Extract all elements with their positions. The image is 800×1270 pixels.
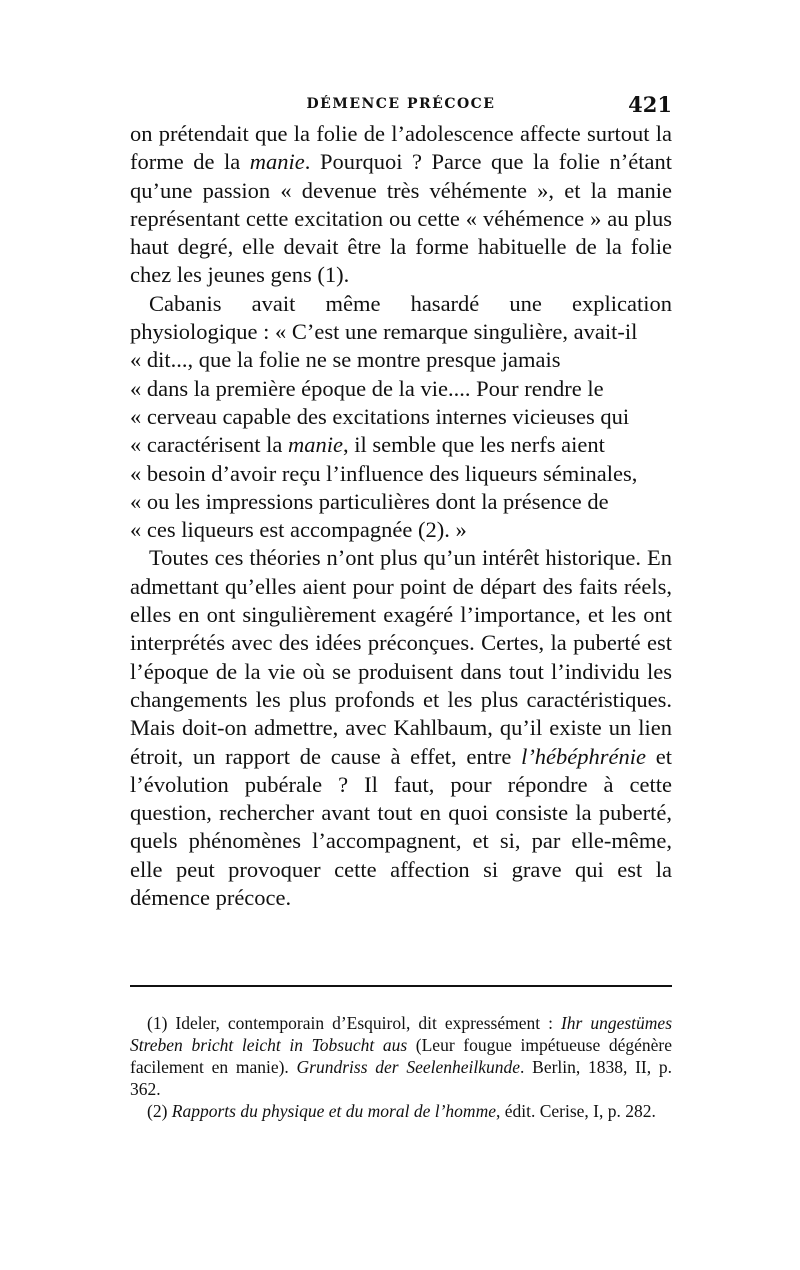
footnote-2-italic: Rapports du physique et du moral de l’homme xyxy=(171,1101,496,1121)
footnote-1-text-b: (Leur fougue impétueuse dégénère facilement en manie). xyxy=(130,1035,673,1077)
footnote-1-text-c: . Berlin, 1838, II, p. 362. xyxy=(130,1057,672,1099)
footnote-1 xyxy=(130,1012,672,1100)
paragraph-1-text-b: . Pourquoi ? Parce que la folie n’étant qu’une passion « devenue très véhémente », et la manie représentant cette excitation ou cette « véhémence » au plus haut degré, elle devait être la forme habituelle de la folie chez les jeunes gens (1). xyxy=(130,149,673,288)
quote-line-7: « ces liqueurs est accompagnée (2). » xyxy=(130,517,467,543)
quote-line-3: « cerveau capable des excitations internes vicieuses qui xyxy=(130,403,630,429)
paragraph-3-text-b: et l’évolution pubérale ? Il faut, pour répondre à cette question, rechercher avant tout en quoi consiste la puberté, quels phénomènes l’accompagnent, et si, par elle-même, elle peut provoquer cette affection si grave qui est la démence précoce. xyxy=(130,743,672,911)
footnote-1-text-a: (1) Ideler, contemporain d’Esquirol, dit expressément : xyxy=(147,1013,561,1033)
paragraph-2-intro: Cabanis avait même hasardé une explication physiologique : « C’est une remarque singulière, avait-il xyxy=(130,290,672,345)
footnote-rule xyxy=(130,985,672,987)
quote-line-4-text-a: « caractérisent la xyxy=(130,432,289,458)
page-number: 421 xyxy=(628,92,672,117)
footnote-2 xyxy=(130,1100,672,1122)
quote-line-5: « besoin d’avoir reçu l’influence des liqueurs séminales, xyxy=(130,460,638,486)
running-head xyxy=(130,92,672,118)
footnote-2-text-a: (2) xyxy=(147,1101,172,1121)
quote-line-2: « dans la première époque de la vie.... Pour rendre le xyxy=(130,375,604,401)
footnote-2-text-b: , édit. Cerise, I, p. 282. xyxy=(495,1101,656,1121)
main-text xyxy=(130,120,672,912)
quote-line-4 xyxy=(130,431,672,459)
quote-line-4-text-b: , il semble que les nerfs aient xyxy=(343,432,605,458)
quote-line-4-italic: manie xyxy=(288,432,344,458)
paragraph-3-italic: l’hébéphrénie xyxy=(521,743,647,769)
running-title: DÉMENCE PRÉCOCE xyxy=(306,96,496,112)
quote-line-6: « ou les impressions particulières dont la présence de xyxy=(130,488,609,514)
paragraph-1 xyxy=(130,120,672,290)
paragraph-1-text-a: on prétendait que la folie de l’adolescence affecte surtout la forme de la xyxy=(130,121,672,175)
paragraph-3 xyxy=(130,544,672,912)
footnote-1-italic-1: Ihr ungestümes Streben bricht leicht in Tobsucht aus xyxy=(130,1013,672,1055)
paragraph-3-text-a: Toutes ces théories n’ont plus qu’un intérêt historique. En admettant qu’elles aient pour point de départ des faits réels, elles en ont singulièrement exagéré l’importance, et les ont interprétés avec des idées préconçues. Certes, la puberté est l’époque de la vie où se produisent dans tout l’individu les changements les plus profonds et les plus caractéristiques. Mais doit-on admettre, avec Kahlbaum, qu’il existe un lien étroit, un rapport de cause à effet, entre xyxy=(130,545,672,769)
footnote-1-italic-2: Grundriss der Seelenheilkunde xyxy=(296,1057,521,1077)
footnotes xyxy=(130,1012,672,1122)
quote-line-1: « dit..., que la folie ne se montre presque jamais xyxy=(130,347,561,373)
paragraph-1-italic: manie xyxy=(249,149,305,175)
